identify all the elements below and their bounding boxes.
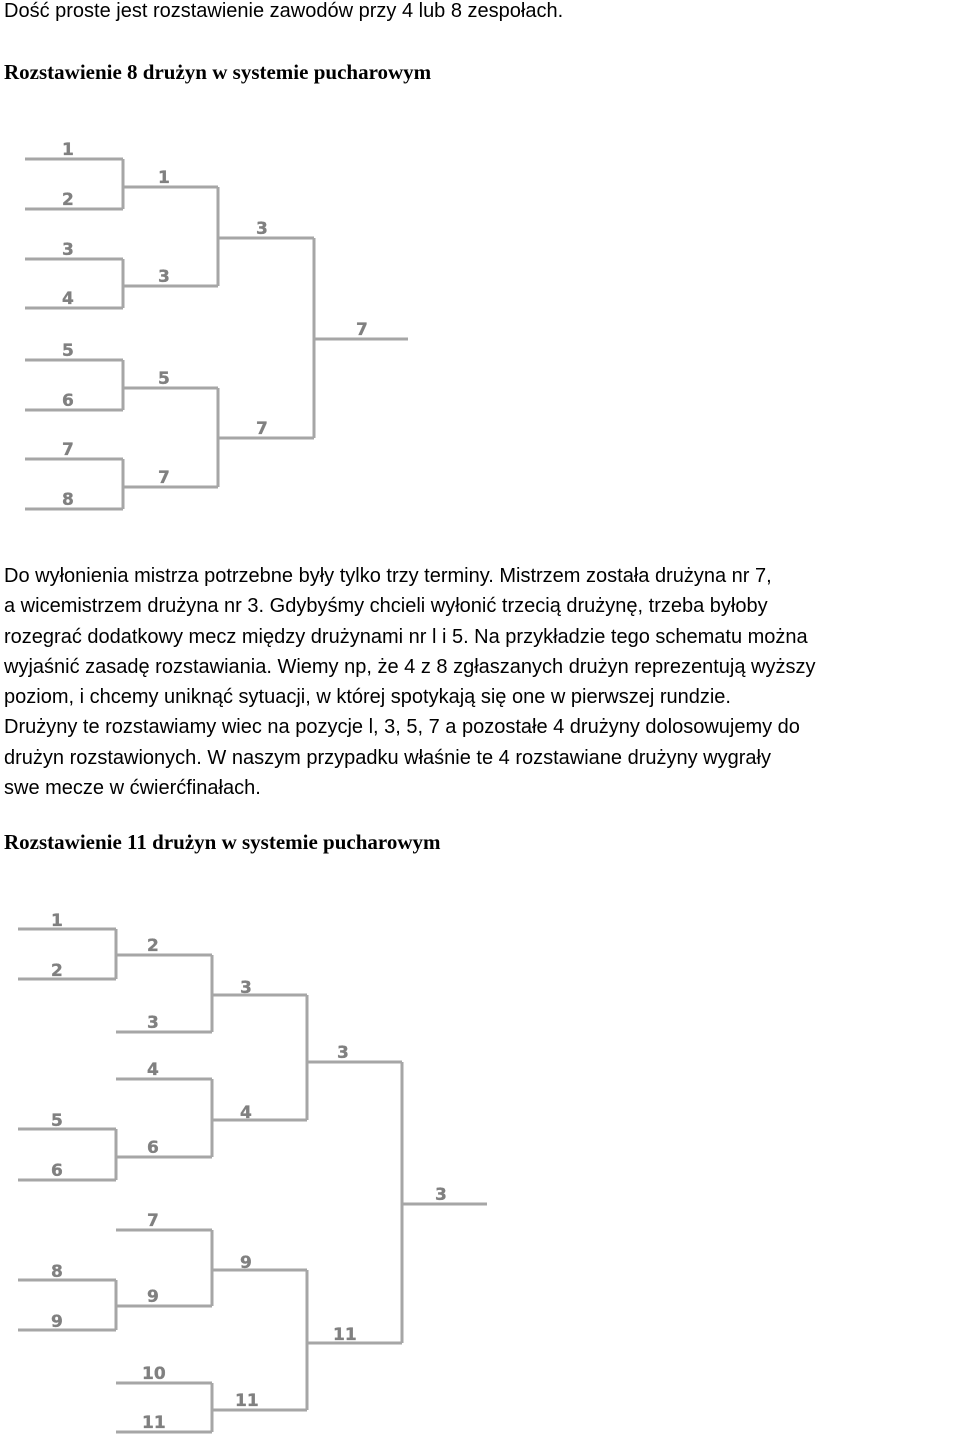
- heading-8-teams: Rozstawienie 8 drużyn w systemie pucharowym: [4, 60, 432, 84]
- team-label: 5: [51, 1111, 63, 1131]
- team-label: 9: [147, 1287, 159, 1307]
- team-label: 3: [62, 240, 74, 260]
- team-label: 4: [62, 289, 74, 309]
- team-label: 3: [147, 1013, 159, 1033]
- team-label: 6: [51, 1161, 63, 1181]
- team-label: 8: [62, 490, 74, 510]
- team-label: 3: [256, 219, 268, 239]
- paragraph-line: a wicemistrzem drużyna nr 3. Gdybyśmy chcieli wyłonić trzecią drużynę, trzeba byłoby: [4, 595, 768, 618]
- paragraph-line: wyjaśnić zasadę rozstawiania. Wiemy np, że 4 z 8 zgłaszanych drużyn reprezentują wyższy: [4, 655, 816, 678]
- team-label: 7: [158, 468, 170, 488]
- bracket-8-teams: [0, 0, 960, 560]
- heading-11-teams: Rozstawienie 11 drużyn w systemie pucharowym: [4, 830, 441, 854]
- team-label: 3: [158, 267, 170, 287]
- team-label: 7: [62, 440, 74, 460]
- team-label: 11: [235, 1391, 259, 1411]
- team-label: 6: [147, 1138, 159, 1158]
- team-label: 11: [142, 1413, 166, 1433]
- paragraph-line: Drużyny te rozstawiamy wiec na pozycje l, 3, 5, 7 a pozostałe 4 drużyny dolosowujemy do: [4, 716, 800, 739]
- team-label: 11: [333, 1325, 357, 1345]
- team-label: 7: [256, 419, 268, 439]
- team-label: 4: [240, 1103, 252, 1123]
- team-label: 4: [147, 1060, 159, 1080]
- team-label: 3: [240, 978, 252, 998]
- team-label: 2: [147, 936, 159, 956]
- team-label: 9: [240, 1253, 252, 1273]
- paragraph-line: Do wyłonienia mistrza potrzebne były tylko trzy terminy. Mistrzem została drużyna nr 7,: [4, 565, 772, 587]
- winner-label: 3: [435, 1185, 447, 1205]
- team-label: 1: [62, 140, 74, 160]
- paragraph-line: rozegrać dodatkowy mecz między drużynami nr l i 5. Na przykładzie tego schematu można: [4, 625, 808, 648]
- bracket-11-teams: [0, 880, 960, 1440]
- team-label: 6: [62, 391, 74, 411]
- paragraph-line: poziom, i chcemy uniknąć sytuacji, w której spotykają się one w pierwszej rundzie.: [4, 686, 731, 709]
- paragraph: [4, 561, 960, 803]
- team-label: 5: [158, 369, 170, 389]
- team-label: 3: [337, 1043, 349, 1063]
- team-label: 1: [158, 168, 170, 188]
- team-label: 9: [51, 1312, 63, 1332]
- team-label: 7: [147, 1211, 159, 1231]
- team-label: 10: [142, 1364, 166, 1384]
- intro-text: Dość proste jest rozstawienie zawodów przy 4 lub 8 zespołach.: [4, 0, 564, 22]
- paragraph-line: drużyn rozstawionych. W naszym przypadku właśnie te 4 rozstawiane drużyny wygrały: [4, 746, 771, 769]
- team-label: 5: [62, 341, 74, 361]
- team-label: 2: [51, 961, 63, 981]
- team-label: 2: [62, 190, 74, 210]
- team-label: 8: [51, 1262, 63, 1282]
- winner-label: 7: [356, 320, 368, 340]
- team-label: 1: [51, 911, 63, 931]
- paragraph-line: swe mecze w ćwierćfinałach.: [4, 777, 261, 800]
